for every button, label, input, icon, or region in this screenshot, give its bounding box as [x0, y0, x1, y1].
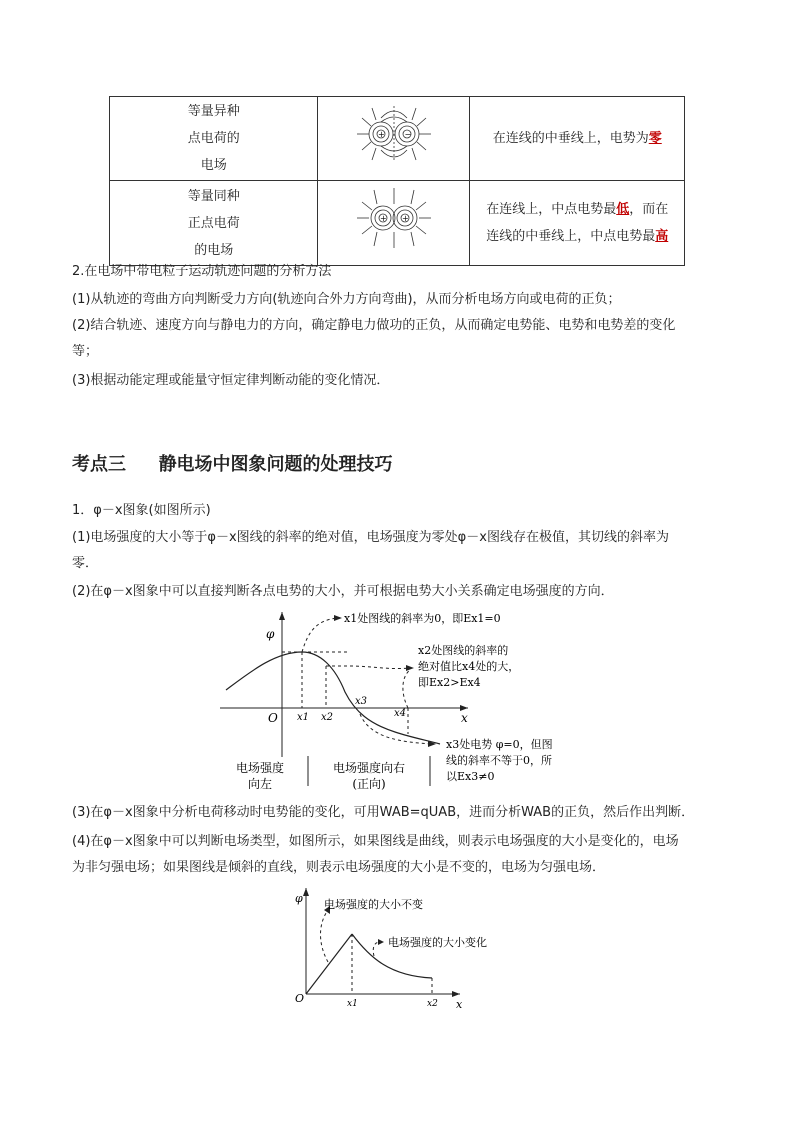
desc-text: 在连线上，中点电势最 [486, 202, 617, 217]
svg-text:+: + [377, 129, 385, 139]
table-row [110, 97, 685, 181]
like-charges-field-icon [354, 186, 434, 250]
origin-label: O [295, 992, 305, 1005]
row-label-line: 电场 [200, 158, 227, 173]
axis-x-label: x [456, 998, 463, 1011]
region-left-line1: 电场强度 [235, 761, 285, 775]
table-row [110, 181, 685, 266]
section3-p5a: (4)在φ－x图象中可以判断电场类型，如图所示，如果图线是曲线，则表示电场强度的大小是变化的，电场 [72, 834, 679, 849]
tick-label: x2 [321, 712, 334, 723]
section3-p2a: (1)电场强度的大小等于φ－x图线的斜率的绝对值，电场强度为零处φ－x图线存在极值，其切线的斜率为 [72, 530, 669, 545]
desc-text: ，而在 [629, 202, 669, 217]
phi-x-figure-2 [290, 884, 510, 1014]
axis-y-label: φ [266, 627, 275, 641]
section2-item3: (3)根据动能定理或能量守恒定律判断动能的变化情况． [72, 373, 390, 388]
heading-label: 考点三 [72, 454, 126, 475]
svg-text:−: − [404, 129, 412, 139]
row-label-line: 等量同种 [187, 188, 240, 204]
row-label-line: 点电荷的 [187, 131, 240, 146]
section2-item1: (1)从轨迹的弯曲方向判断受力方向(轨迹向合外力方向弯曲)，从而分析电场方向或电荷的正负； [72, 292, 621, 307]
field-figure-cell [318, 181, 470, 266]
tick-label: x3 [355, 696, 368, 707]
section3-p2b: 零． [72, 556, 99, 571]
section3-p5b: 为非匀强电场；如果图线是倾斜的直线，则表示电场强度的大小是不变的，电场为匀强电场． [72, 860, 606, 875]
opposite-charges-field-icon [354, 102, 434, 166]
tick-label: x1 [297, 712, 310, 723]
desc-line [471, 196, 683, 223]
region-mid-line1: 电场强度向右 [332, 761, 406, 775]
region-left-line2: 向左 [247, 777, 273, 791]
heading-title: 静电场中图象问题的处理技巧 [158, 454, 393, 475]
svg-text:+: + [379, 214, 387, 223]
row-label [110, 97, 318, 181]
desc-emphasis: 低 [616, 202, 630, 217]
origin-label: O [268, 711, 278, 725]
field-figure-cell [318, 97, 470, 181]
annotation-x2-line3: 即Ex2>Ex4 [418, 676, 481, 689]
annotation-constant: 电场强度的大小不变 [324, 898, 423, 911]
annotation-x1: x1处图线的斜率为0，即Ex1=0 [344, 612, 501, 625]
row-label-line: 正点电荷 [187, 215, 240, 231]
desc-text: 连线的中垂线上，中点电势最 [486, 229, 656, 244]
section3-p3: (2)在φ－x图象中可以直接判断各点电势的大小，并可根据电势大小关系确定电场强度的方向． [72, 584, 614, 599]
tick-label: x1 [347, 999, 358, 1009]
annotation-x2-line2: 绝对值比x4处的大， [418, 660, 520, 673]
section2-item2: (2)结合轨迹、速度方向与静电力的方向，确定静电力做功的正负，从而确定电势能、电势和电势差的变化 [72, 318, 676, 333]
annotation-x3-line1: x3处电势 φ=0，但图 [446, 738, 553, 751]
row-label [110, 181, 318, 266]
section2-title: 2.在电场中带电粒子运动轨迹问题的分析方法 [72, 264, 332, 279]
region-mid-line2: (正向) [352, 777, 386, 791]
desc-line [471, 223, 683, 250]
annotation-varying: 电场强度的大小变化 [388, 936, 487, 949]
svg-text:+: + [401, 214, 409, 223]
axis-x-label: x [461, 711, 468, 725]
annotation-x2-line1: x2处图线的斜率的 [418, 644, 509, 657]
row-description [470, 97, 685, 181]
annotation-x3-line3: 以Ex3≠0 [446, 770, 495, 783]
field-table [109, 96, 685, 266]
phi-x-figure-1 [220, 612, 600, 800]
desc-emphasis: 零 [648, 131, 662, 146]
annotation-x3-line2: 线的斜率不等于0，所 [446, 754, 552, 767]
section3-p4: (3)在φ－x图象中分析电荷移动时电势能的变化，可用WAB=qUAB，进而分析WAB的正负，然后作出判断． [72, 805, 695, 820]
desc-text: 在连线的中垂线上，电势为 [492, 131, 649, 146]
tick-label: x4 [394, 708, 407, 719]
row-label-line: 等量异种 [187, 104, 240, 119]
axis-y-label: φ [295, 892, 303, 905]
section2-item2-cont: 等； [72, 344, 99, 359]
section-heading [72, 450, 393, 476]
row-description [470, 181, 685, 266]
section3-p1: 1．φ－x图象(如图所示) [72, 503, 211, 518]
row-label-line: 的电场 [194, 242, 234, 258]
desc-emphasis: 高 [655, 229, 669, 244]
tick-label: x2 [427, 999, 438, 1009]
